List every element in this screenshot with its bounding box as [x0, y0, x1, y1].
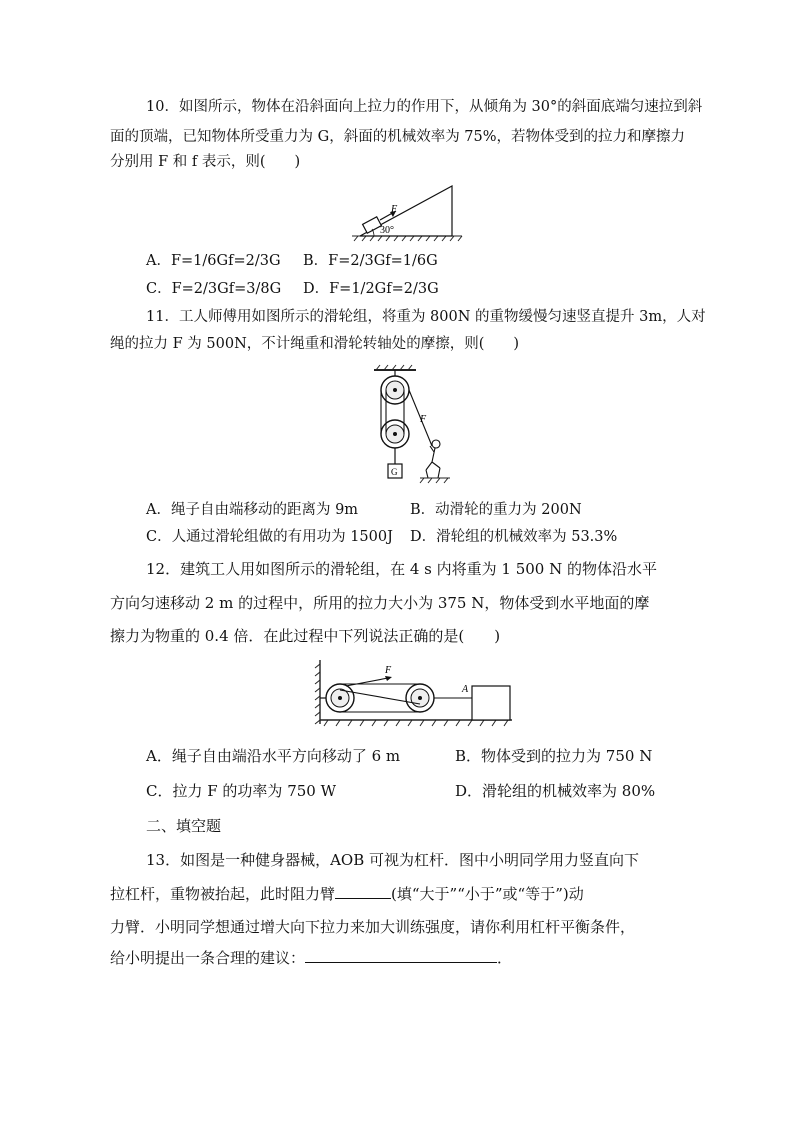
force-arrowhead [385, 676, 392, 681]
q10-option-c: C．F=2/3Gf=3/8G [146, 281, 282, 297]
q12-option-d: D．滑轮组的机械效率为 80% [455, 782, 656, 800]
ground-hatch [352, 236, 462, 241]
pulley-block-figure [370, 364, 460, 486]
q13-line-3: 力臂．小明同学想通过增大向下拉力来加大训练强度，请你利用杠杆平衡条件， [110, 918, 636, 936]
incline-figure [350, 182, 465, 242]
q12-option-c: C．拉力 F 的功率为 750 W [146, 782, 337, 800]
floor-hatch [420, 478, 450, 483]
q10-option-a: A．F=1/6Gf=2/3G [146, 253, 281, 269]
q10-line-1: 10．如图所示，物体在沿斜面向上拉力的作用下，从倾角为 30°的斜面底端匀速拉到斜 [146, 99, 703, 115]
q10-option-b: B．F=2/3Gf=1/6G [303, 253, 438, 269]
angle-label: 30° [380, 225, 394, 236]
q12-line-1: 12．建筑工人用如图所示的滑轮组，在 4 s 内将重为 1 500 N 的物体沿水平 [146, 560, 658, 578]
q12-option-a: A．绳子自由端沿水平方向移动了 6 m [146, 747, 401, 765]
force-label: F [420, 414, 427, 425]
answer-blank-2[interactable] [305, 948, 497, 963]
q10-line-2: 面的顶端，已知物体所受重力为 G，斜面的机械效率为 75%，若物体受到的拉力和摩擦力 [110, 129, 686, 145]
q10-line-3: 分别用 F 和 f 表示，则( ) [110, 154, 301, 170]
point-a-label: A [462, 684, 469, 695]
force-label: F [391, 204, 398, 215]
q11-option-b: B．动滑轮的重力为 200N [410, 502, 582, 518]
weight-label: G [391, 467, 398, 477]
q13-line-2 [110, 884, 584, 904]
force-label: F [385, 665, 392, 676]
q11-option-c: C．人通过滑轮组做的有用功为 1500J [146, 529, 393, 545]
q11-option-a: A．绳子自由端移动的距离为 9m [146, 502, 359, 518]
q12-option-b: B．物体受到的拉力为 750 N [455, 747, 653, 765]
q12-line-3: 擦力为物重的 0.4 倍．在此过程中下列说法正确的是( ) [110, 627, 501, 645]
q13-line-2-start: 拉杠杆，重物被抬起，此时阻力臂 [110, 885, 336, 903]
q13-line-1: 13．如图是一种健身器械，AOB 可视为杠杆．图中小明同学用力竖直向下 [146, 851, 640, 869]
ground-hatch [320, 720, 512, 726]
answer-blank-1[interactable] [335, 884, 391, 899]
section-title: 二、填空题 [146, 817, 222, 835]
q12-line-2: 方向匀速移动 2 m 的过程中，所用的拉力大小为 375 N，物体受到水平地面的摩 [110, 594, 650, 612]
q11-option-d: D．滑轮组的机械效率为 53.3% [410, 529, 618, 545]
q10-option-d: D．F=1/2Gf=2/3G [303, 281, 439, 297]
q11-line-2: 绳的拉力 F 为 500N，不计绳重和滑轮转轴处的摩擦，则( ) [110, 336, 520, 352]
q11-line-1: 11．工人师傅用如图所示的滑轮组，将重为 800N 的重物缓慢匀速竖直提升 3m，人对 [146, 309, 706, 325]
wall-hatch [315, 660, 320, 724]
object-box [472, 686, 510, 720]
q13-line-4-start: 给小明提出一条合理的建议： [110, 949, 306, 967]
worker-figure [426, 440, 440, 478]
q13-line-4 [110, 948, 512, 968]
horizontal-pulley-figure [312, 658, 517, 730]
block [363, 217, 382, 233]
q13-line-4-end: ． [497, 949, 513, 967]
q13-line-2-end: (填“大于”“小于”或“等于”)动 [391, 885, 584, 903]
ceiling-hatch [374, 365, 416, 370]
